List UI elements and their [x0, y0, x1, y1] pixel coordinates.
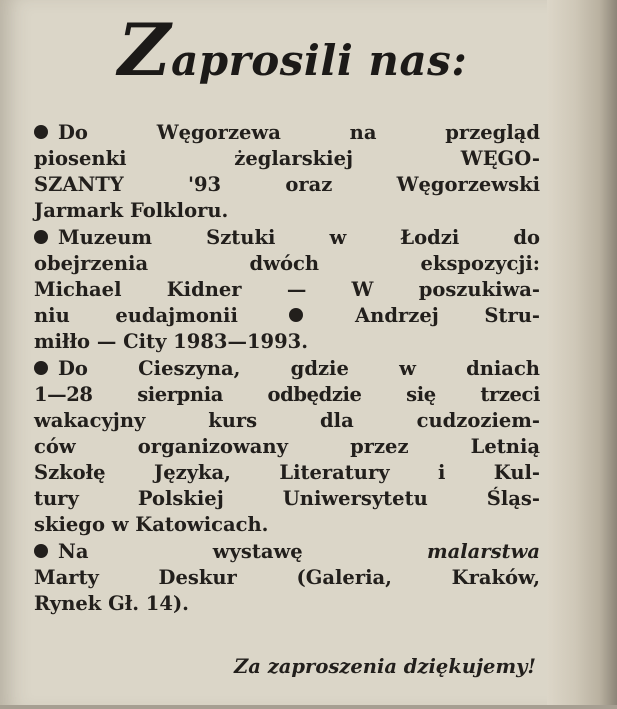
text-line: obejrzenia dwóch ekspozycji: — [34, 252, 540, 275]
text-line-content: Muzeum Sztuki w Łodzi do — [58, 226, 540, 249]
text-line: wakacyjny kurs dla cudzoziem- — [34, 409, 540, 432]
text-line — [34, 225, 540, 251]
item-wegorzewo — [34, 120, 540, 224]
text-line-content: Andrzej Stru- — [355, 304, 540, 327]
closing-thanks: Za zaproszenia dziękujemy! — [234, 655, 536, 678]
headline — [118, 7, 468, 101]
text-line: piosenki żeglarskiej WĘGO- — [34, 147, 540, 170]
bullet-icon — [289, 308, 303, 322]
text-line: ców organizowany przez Letnią — [34, 435, 540, 458]
text-line: miłło — City 1983—1993. — [34, 330, 309, 353]
bullet-icon — [34, 125, 48, 139]
text-line — [34, 120, 540, 146]
item-muzeum-lodz — [34, 225, 540, 355]
text-line — [34, 303, 540, 329]
bullet-icon — [34, 230, 48, 244]
bullet-icon — [34, 544, 48, 558]
article-body — [34, 120, 540, 618]
item-wystawa — [34, 539, 540, 617]
text-line: skiego w Katowicach. — [34, 513, 269, 536]
text-line-content: Do Cieszyna, gdzie w dniach — [58, 357, 540, 380]
text-line-content: Na — [58, 540, 89, 563]
text-line-content: wystawę — [212, 540, 303, 563]
text-line-content: niu eudajmonii — [34, 304, 238, 327]
headline-initial: Z — [118, 7, 172, 92]
headline-rest: aprosili nas: — [171, 36, 468, 85]
item-cieszyn — [34, 356, 540, 538]
text-line-content: Do Węgorzewa na przegląd — [58, 121, 540, 144]
text-line: tury Polskiej Uniwersytetu Śląs- — [34, 487, 540, 510]
text-line — [34, 356, 540, 382]
text-line: SZANTY '93 oraz Węgorzewski — [34, 173, 540, 196]
bullet-icon — [34, 361, 48, 375]
text-line: Michael Kidner — W poszukiwa- — [34, 278, 540, 301]
bottom-edge — [0, 705, 617, 709]
text-line: Szkołę Języka, Literatury i Kul- — [34, 461, 540, 484]
text-line: Marty Deskur (Galeria, Kraków, — [34, 566, 540, 589]
text-line-italic: malarstwa — [427, 540, 540, 563]
text-line: 1—28 sierpnia odbędzie się trzeci — [34, 383, 540, 406]
text-line: Rynek Gł. 14). — [34, 592, 189, 615]
text-line — [34, 539, 540, 565]
text-line: Jarmark Folkloru. — [34, 199, 229, 222]
page-gutter-shadow — [547, 0, 617, 709]
